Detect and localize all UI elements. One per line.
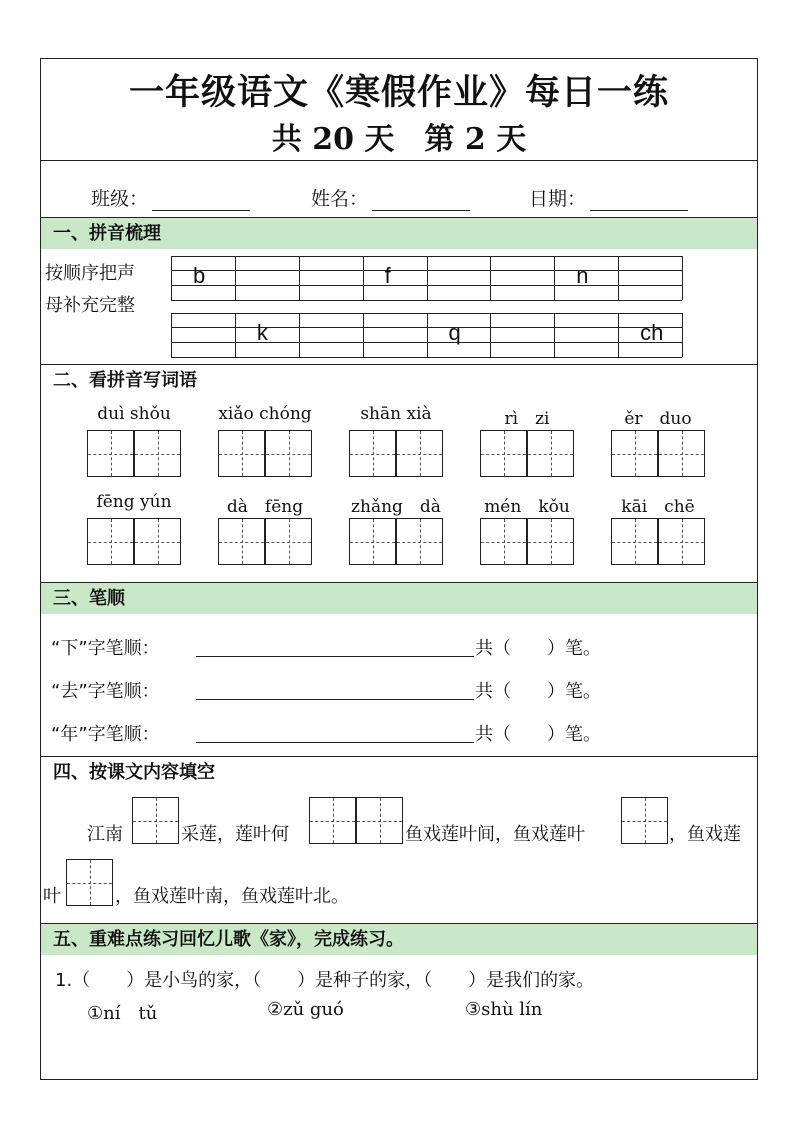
fill-box[interactable]: [66, 859, 113, 906]
s4-text-3: 鱼戏莲叶间，鱼戏莲叶: [405, 824, 585, 845]
character-box[interactable]: [265, 430, 312, 477]
guide-line: [504, 519, 505, 564]
grid-divider: [299, 256, 300, 300]
s5-option-3: ③shù lín: [465, 999, 543, 1020]
s4-text-5: 叶: [43, 886, 61, 907]
character-box[interactable]: [218, 518, 265, 565]
stroke-count: 共（ ）笔。: [475, 724, 601, 745]
character-box[interactable]: [87, 518, 134, 565]
pinyin-prompt: dà fēng: [226, 497, 304, 517]
character-box[interactable]: [349, 430, 396, 477]
character-box[interactable]: [480, 518, 527, 565]
character-box[interactable]: [396, 518, 443, 565]
character-box[interactable]: [87, 430, 134, 477]
character-box[interactable]: [396, 430, 443, 477]
grid-divider: [171, 313, 172, 357]
character-box[interactable]: [658, 430, 705, 477]
s1-instruction-line2: 母补充完整: [45, 295, 135, 316]
class-label: 班级：: [91, 188, 149, 210]
worksheet: [40, 58, 758, 1080]
stroke-order-label: “下”字笔顺：: [51, 638, 160, 659]
fill-box[interactable]: [621, 797, 668, 844]
initial-letter: n: [576, 263, 589, 288]
guide-line: [635, 431, 636, 476]
pinyin-prompt: xiǎo chóng: [218, 404, 312, 424]
guide-line: [111, 519, 112, 564]
s4-text-4: ，鱼戏莲: [669, 824, 741, 845]
character-box[interactable]: [527, 430, 574, 477]
initial-letter: q: [448, 320, 461, 345]
s5-question: 1.（ ）是小鸟的家，（ ）是种子的家，（ ）是我们的家。: [55, 970, 595, 991]
grid-divider: [618, 313, 619, 357]
guide-line: [158, 519, 159, 564]
guide-line: [551, 519, 552, 564]
guide-line: [242, 431, 243, 476]
date-label: 日期：: [529, 188, 587, 210]
pinyin-prompt: ěr duo: [624, 409, 692, 429]
grid-divider: [554, 256, 555, 300]
guide-line: [289, 431, 290, 476]
grid-divider: [235, 256, 236, 300]
date-field[interactable]: [529, 184, 688, 211]
pinyin-prompt: fēng yún: [96, 492, 172, 512]
character-box[interactable]: [134, 430, 181, 477]
section-5-header: 五、重难点练习回忆儿歌《家》，完成练习。: [41, 924, 757, 955]
fill-box[interactable]: [356, 797, 403, 844]
stroke-count: 共（ ）笔。: [475, 638, 601, 659]
initial-letter: f: [384, 263, 391, 288]
name-blank[interactable]: [372, 188, 470, 211]
pinyin-prompt: mén kǒu: [484, 497, 570, 517]
s1-instruction-line1: 按顺序把声: [45, 263, 135, 284]
worksheet-subtitle: 共 20 天 第 2 天: [271, 122, 527, 157]
name-field[interactable]: [311, 184, 470, 211]
character-box[interactable]: [527, 518, 574, 565]
initial-letter: ch: [640, 320, 664, 345]
initial-letter: b: [192, 263, 206, 288]
character-box[interactable]: [480, 430, 527, 477]
grid-divider: [363, 256, 364, 300]
fill-box[interactable]: [309, 797, 356, 844]
guide-line: [242, 519, 243, 564]
four-line-grid-2[interactable]: [171, 313, 682, 357]
four-line-grid-1[interactable]: [171, 256, 682, 300]
guide-line: [373, 519, 374, 564]
divider: [41, 160, 757, 161]
grid-divider: [618, 256, 619, 300]
pinyin-prompt: rì zi: [504, 409, 550, 429]
section-1-header: 一、拼音梳理: [41, 218, 757, 249]
pinyin-prompt: zhǎng dà: [351, 497, 441, 517]
pinyin-prompt: shān xià: [360, 404, 432, 424]
guide-line: [551, 431, 552, 476]
guide-line: [289, 519, 290, 564]
grid-line: [171, 300, 682, 301]
grid-divider: [363, 313, 364, 357]
guide-line: [682, 431, 683, 476]
stroke-count: 共（ ）笔。: [475, 681, 601, 702]
character-box[interactable]: [349, 518, 396, 565]
grid-divider: [299, 313, 300, 357]
character-box[interactable]: [658, 518, 705, 565]
character-box[interactable]: [611, 518, 658, 565]
pinyin-prompt: duì shǒu: [97, 404, 171, 424]
grid-divider: [427, 313, 428, 357]
pinyin-prompt: kāi chē: [621, 497, 695, 517]
grid-divider: [554, 313, 555, 357]
s4-text-6: ，鱼戏莲叶南，鱼戏莲叶北。: [115, 886, 349, 907]
stroke-order-label: “年”字笔顺：: [51, 724, 160, 745]
character-box[interactable]: [265, 518, 312, 565]
fill-box[interactable]: [132, 797, 179, 844]
grid-divider: [682, 313, 683, 357]
section-3-header: 三、笔顺: [41, 583, 757, 614]
s4-text-1: 江南: [87, 824, 123, 845]
character-box[interactable]: [611, 430, 658, 477]
guide-line: [111, 431, 112, 476]
stroke-order-label: “去”字笔顺：: [51, 681, 160, 702]
class-field[interactable]: [91, 184, 250, 211]
stroke-order-answer-line[interactable]: [196, 656, 474, 657]
character-box[interactable]: [134, 518, 181, 565]
s5-option-1: ①ní tǔ: [87, 1003, 158, 1024]
grid-divider: [235, 313, 236, 357]
section-2-header: 二、看拼音写词语: [53, 370, 197, 391]
s4-text-2: 采莲，莲叶何: [181, 824, 289, 845]
stroke-order-answer-line[interactable]: [196, 699, 474, 700]
s5-option-2: ②zǔ guó: [267, 999, 344, 1020]
stroke-order-answer-line[interactable]: [196, 742, 474, 743]
grid-divider: [682, 256, 683, 300]
guide-line: [504, 431, 505, 476]
guide-line: [420, 431, 421, 476]
guide-line: [373, 431, 374, 476]
guide-line: [420, 519, 421, 564]
class-blank[interactable]: [152, 188, 250, 211]
guide-line: [158, 431, 159, 476]
grid-divider: [490, 256, 491, 300]
worksheet-title: 一年级语文《寒假作业》每日一练: [128, 72, 669, 113]
name-label: 姓名：: [311, 188, 369, 210]
grid-divider: [171, 256, 172, 300]
grid-divider: [427, 256, 428, 300]
initial-letter: k: [256, 320, 268, 345]
date-blank[interactable]: [590, 188, 688, 211]
character-box[interactable]: [218, 430, 265, 477]
section-4-header: 四、按课文内容填空: [53, 762, 215, 783]
grid-line: [171, 357, 682, 358]
guide-line: [682, 519, 683, 564]
grid-divider: [490, 313, 491, 357]
guide-line: [635, 519, 636, 564]
